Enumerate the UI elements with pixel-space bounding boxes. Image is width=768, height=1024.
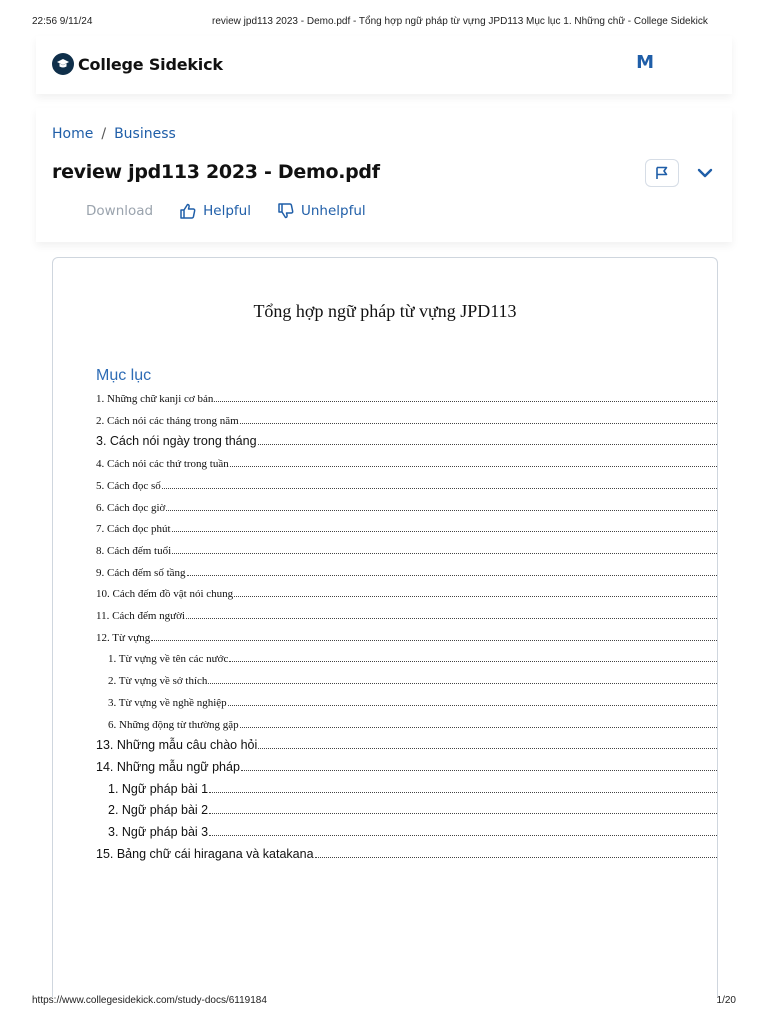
toc-entry[interactable] [53,649,717,665]
toc-leader-dots [315,857,717,858]
toc-leader-dots [258,444,717,445]
toc-entry-label: 5. Cách đọc số [96,479,161,492]
toc-entry-label: 2. Ngữ pháp bài 2 [108,803,209,818]
toc-leader-dots [166,510,717,511]
toc-entry[interactable] [53,693,717,709]
toc-entry[interactable] [53,411,717,427]
toc-leader-dots [240,423,717,424]
toc-entry-label: 14. Những mẫu ngữ pháp [96,759,240,774]
toc-leader-dots [187,575,717,576]
toc-entry-label: 8. Cách đếm tuổi [96,544,172,557]
unhelpful-label: Unhelpful [300,203,366,219]
toc-entry-label: 6. Những động từ thường gặp [108,718,239,731]
document-header [36,108,732,242]
toc-leader-dots [258,748,717,749]
download-button[interactable]: Download [86,203,154,219]
toc-entry[interactable] [53,563,717,579]
toc-leader-dots [229,661,717,662]
toc-leader-dots [241,770,717,771]
document-page [52,257,718,997]
toc-heading: Mục lục [96,367,152,384]
toc-entry-label: 9. Cách đếm số tầng [96,566,186,579]
toc-leader-dots [151,640,717,641]
toc-entry[interactable] [53,476,717,492]
toc-entry-label: 1. Ngữ pháp bài 1 [108,781,209,796]
print-title: review jpd113 2023 - Demo.pdf - Tổng hợp ngữ pháp từ vựng JPD113 Mục lục 1. Những chữ - College Sidekick [212,16,708,27]
page-title: Tổng hợp ngữ pháp từ vựng JPD113 [253,301,517,321]
toc-entry-label: 3. Từ vựng về nghề nghiệp [108,696,227,709]
toc-entry-label: 11. Cách đếm người [96,610,185,622]
toc-entry-label: 15. Bảng chữ cái hiragana và katakana [96,846,314,861]
toc-leader-dots [208,683,717,684]
toc-leader-dots [209,835,717,836]
toc-leader-dots [186,618,717,619]
report-flag-button[interactable] [645,159,679,187]
toc-leader-dots [214,401,717,402]
toc-entry-label: 2. Từ vựng về sở thích [108,675,208,688]
flag-icon [654,165,670,181]
thumbs-up-icon [179,202,197,220]
toc-leader-dots [172,531,717,532]
toc-entry[interactable] [53,498,717,514]
toc-leader-dots [234,596,717,597]
print-url: https://www.collegesidekick.com/study-docs/6119184 [32,995,267,1006]
toc-entry[interactable] [53,736,717,752]
unhelpful-button[interactable] [277,202,366,220]
toc-entry-label: 12. Từ vựng [96,631,151,644]
toc-leader-dots [230,466,717,467]
toc-leader-dots [209,813,717,814]
toc-entry-label: 6. Cách đọc giờ [96,501,166,514]
toc-entry[interactable] [53,801,717,817]
toc-entry[interactable] [53,519,717,535]
toc-entry-label: 4. Cách nói các thứ trong tuần [96,458,229,471]
toc-entry[interactable] [53,845,717,861]
toc-entry[interactable] [53,780,717,796]
breadcrumb-separator: / [101,126,107,142]
toc-entry-label: 7. Cách đọc phút [96,523,171,536]
toc-leader-dots [172,553,717,554]
toc-entry-label: 10. Cách đếm đồ vật nói chung [96,588,234,601]
thumbs-down-icon [277,202,295,220]
toc-entry[interactable] [53,758,717,774]
brand-logo[interactable] [52,53,223,75]
document-title: review jpd113 2023 - Demo.pdf [52,161,380,183]
toc-entry-label: 1. Từ vựng về tên các nước [108,653,229,666]
breadcrumb-business-link[interactable]: Business [114,126,176,142]
toc-entry[interactable] [53,584,717,600]
toc-leader-dots [209,792,717,793]
toc-entry[interactable] [53,454,717,470]
toc-entry[interactable] [53,823,717,839]
toc-entry[interactable] [53,432,717,448]
breadcrumb-home-link[interactable]: Home [52,126,94,142]
graduation-cap-icon [52,53,74,75]
helpful-label: Helpful [203,203,251,219]
toc-leader-dots [162,488,717,489]
toc-entry[interactable] [53,671,717,687]
user-avatar[interactable]: M [636,52,654,73]
toc-entry[interactable] [53,606,717,622]
top-navbar [36,36,732,94]
toc-leader-dots [240,727,717,728]
toc-leader-dots [228,705,717,706]
toc-entry-label: 13. Những mẫu câu chào hỏi [96,738,258,753]
toc-entry-label: 3. Cách nói ngày trong tháng [96,434,257,449]
toc-entry-label: 2. Cách nói các tháng trong năm [96,414,239,427]
toc-entry[interactable] [53,628,717,644]
document-actions [86,202,392,220]
toc-entry-label: 3. Ngữ pháp bài 3 [108,825,209,839]
breadcrumb [52,126,176,142]
expand-button[interactable] [691,159,719,187]
toc-entry[interactable] [53,389,717,405]
chevron-down-icon [696,164,714,182]
toc-entry[interactable] [53,541,717,557]
toc-entry[interactable] [53,715,717,731]
toc-entry-label: 1. Những chữ kanji cơ bản [96,393,214,405]
print-page-number: 1/20 [716,995,736,1006]
helpful-button[interactable] [179,202,251,220]
brand-name: College Sidekick [78,54,223,74]
print-time: 22:56 9/11/24 [32,16,93,27]
